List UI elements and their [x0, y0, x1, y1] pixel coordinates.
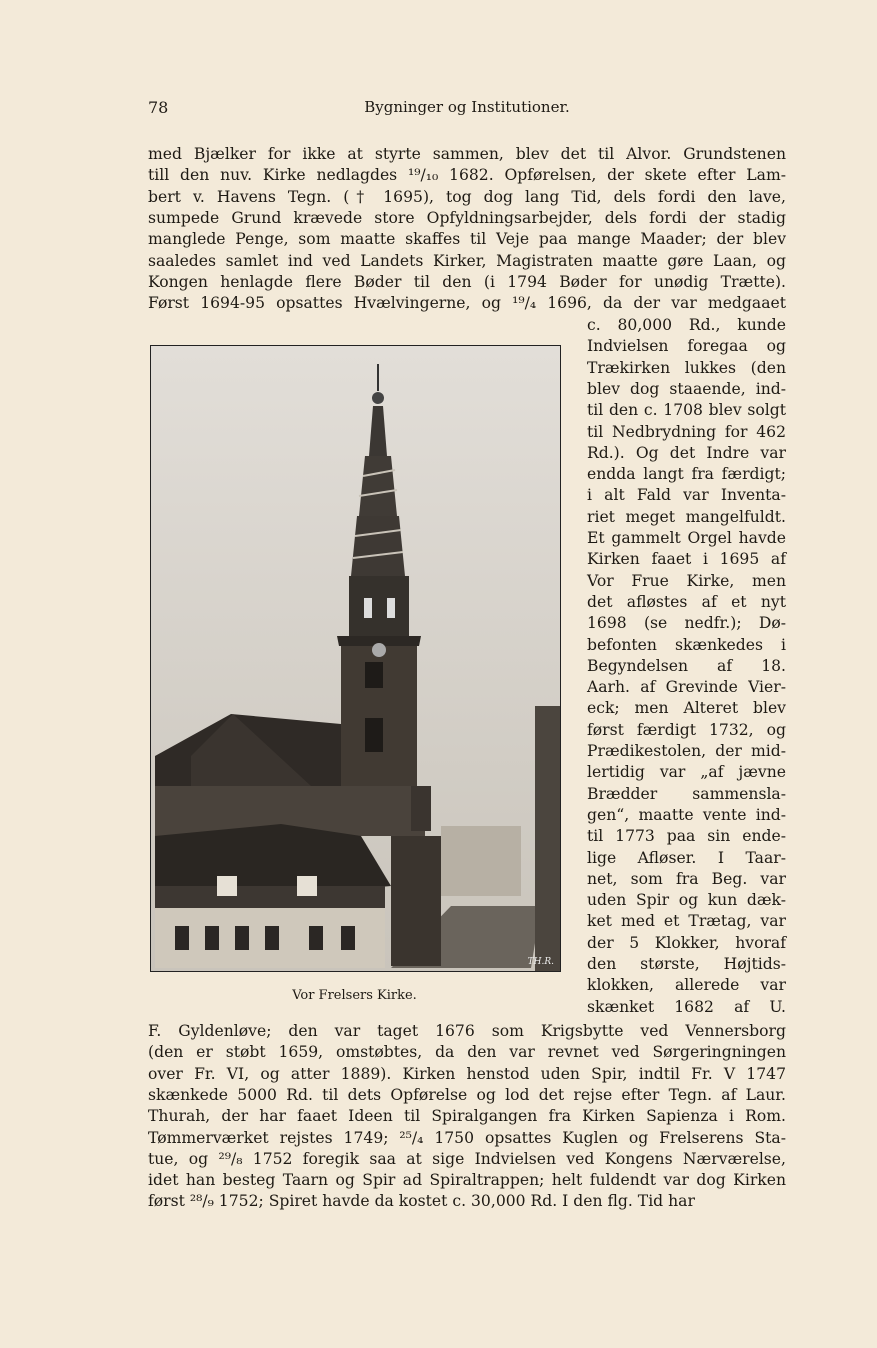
text-line: med Bjælker for ikke at styrte sammen, blev det til Alvor. Grundstenen — [148, 145, 786, 163]
text-line: eck; men Alteret blev — [587, 699, 786, 718]
text-line: endda langt fra færdigt; — [587, 465, 786, 484]
text-line: F. Gyldenløve; den var taget 1676 som Krigsbytte ved Vennersborg — [148, 1022, 786, 1040]
text-line: uden Spir og kun dæk- — [587, 891, 786, 910]
text-line: gen“, maatte vente ind- — [587, 805, 786, 824]
text-line: Først 1694-95 opsattes Hvælvingerne, og ¹⁹/₄ 1696, da der var medgaaet — [148, 294, 786, 313]
text-line: Begyndelsen af 18. — [587, 656, 786, 675]
text-line: befonten skænkedes i — [587, 635, 786, 654]
text-line: lertidig var „af jævne — [587, 763, 786, 782]
text-line: tue, og ²⁹/₈ 1752 foregik saa at sige Indvielsen ved Kongens Nærværelse, — [148, 1149, 786, 1168]
text-line: Brædder sammensla- — [587, 784, 786, 803]
church-illustration — [151, 346, 560, 971]
text-line: ket med et Trætag, var — [587, 912, 786, 931]
text-line: skænkede 5000 Rd. til dets Opførelse og lod det rejse efter Tegn. af Laur. — [148, 1085, 786, 1104]
church-photograph — [150, 345, 561, 972]
text-line: till den nuv. Kirke nedlagdes ¹⁹/₁₀ 1682. Opførelsen, der skete efter Lam- — [148, 166, 786, 185]
text-line: Rd.). Og det Indre var — [587, 443, 786, 462]
page-number: 78 — [148, 98, 169, 117]
text-line: net, som fra Beg. var — [587, 869, 786, 888]
artist-signature: TH.R. — [527, 957, 554, 967]
text-line: klokken, allerede var — [587, 976, 786, 995]
text-line: sumpede Grund krævede store Opfyldningsarbejder, dels fordi der stadig — [148, 208, 786, 227]
text-line: bert v. Havens Tegn. († 1695), tog dog lang Tid, dels fordi den lave, — [148, 187, 786, 206]
text-line: til 1773 paa sin ende- — [587, 827, 786, 846]
text-line: i alt Fald var Inventa- — [587, 486, 786, 505]
text-line: over Fr. VI, og atter 1889). Kirken henstod uden Spir, indtil Fr. V 1747 — [148, 1064, 786, 1083]
text-line: Prædikestolen, der mid- — [587, 742, 786, 760]
text-line: Et gammelt Orgel havde — [587, 529, 786, 547]
text-line: c. 80,000 Rd., kunde — [587, 316, 786, 334]
text-line: til den c. 1708 blev solgt — [587, 401, 786, 420]
text-line: skænket 1682 af U. — [587, 997, 786, 1016]
text-line: idet han besteg Taarn og Spir ad Spiraltrappen; helt fuldendt var dog Kirken — [148, 1171, 786, 1190]
text-line: først ²⁸/₉ 1752; Spiret havde da kostet c. 30,000 Rd. I den flg. Tid har — [148, 1192, 695, 1211]
text-line: Vor Frue Kirke, men — [587, 571, 786, 590]
page-header — [148, 98, 786, 120]
text-line: først færdigt 1732, og — [587, 720, 786, 739]
text-line: til Nedbrydning for 462 — [587, 422, 786, 441]
text-line: det afløstes af et nyt — [587, 592, 786, 611]
text-line: den største, Højtids- — [587, 955, 786, 973]
text-line: Thurah, der har faaet Ideen til Spiralgangen fra Kirken Sapienza i Rom. — [148, 1107, 786, 1126]
text-line: riet meget mangelfuldt. — [587, 507, 786, 526]
text-line: Aarh. af Grevinde Vier- — [587, 678, 786, 697]
text-line: saaledes samlet ind ved Landets Kirker, Magistraten maatte gøre Laan, og — [148, 251, 786, 270]
figure-caption: Vor Frelsers Kirke. — [292, 988, 417, 1003]
text-line: Kongen henlagde flere Bøder til den (i 1794 Bøder for unødig Trætte). — [148, 272, 786, 291]
text-line: blev dog staaende, ind- — [587, 379, 786, 398]
text-line: Trækirken lukkes (den — [587, 358, 786, 377]
text-line: manglede Penge, som maatte skaffes til Veje paa mange Maader; der blev — [148, 230, 786, 249]
text-line: Tømmerværket rejstes 1749; ²⁵/₄ 1750 opsattes Kuglen og Frelserens Sta- — [148, 1128, 786, 1147]
text-line: Indvielsen foregaa og — [587, 337, 786, 356]
text-line: lige Afløser. I Taar- — [587, 848, 786, 867]
running-title: Bygninger og Institutioner. — [364, 98, 570, 116]
text-line: (den er støbt 1659, omstøbtes, da den var revnet ved Sørgeringningen — [148, 1043, 786, 1062]
text-line: 1698 (se nedfr.); Dø- — [587, 614, 786, 633]
text-line: der 5 Klokker, hvoraf — [587, 933, 786, 952]
text-line: Kirken faaet i 1695 af — [587, 550, 786, 569]
